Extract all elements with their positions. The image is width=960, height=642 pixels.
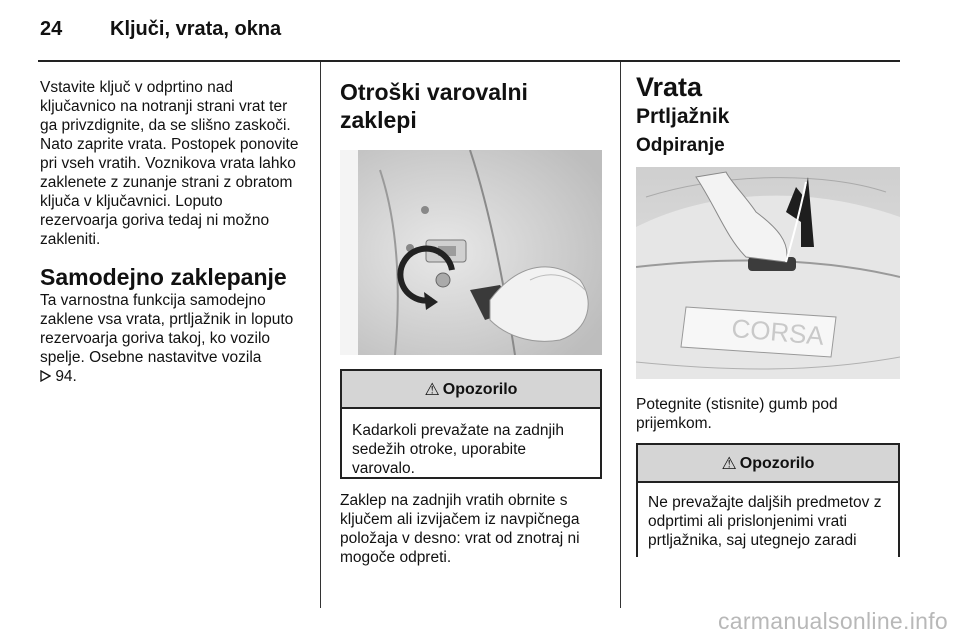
warning-body [638, 483, 898, 560]
text-line: zakleniti. [40, 231, 101, 248]
text-line: spelje. Osebne nastavitve vozila [40, 349, 262, 366]
text-line: Nato zaprite vrata. Postopek ponovite [40, 136, 299, 153]
text-line: varovalo. [352, 460, 415, 477]
page-reference-link[interactable] [40, 368, 77, 385]
text-line: zaklenete z zunanje strani z obratom [40, 174, 293, 191]
subheading-trunk: Prtljažnik [636, 105, 730, 128]
text-line: ga privzdignite, da se slišno zaskoči. [40, 117, 291, 134]
auto-lock-paragraph [40, 291, 306, 386]
warning-box-trunk [636, 443, 900, 557]
page-header [40, 18, 281, 41]
text-line: pri vseh vratih. Voznikova vrata lahko [40, 155, 296, 172]
text-line: Vstavite ključ v odprtino nad [40, 79, 233, 96]
child-lock-illustration [340, 150, 602, 355]
column-2 [340, 78, 602, 567]
text-line: položaja v desno: vrat od znotraj ni [340, 530, 580, 547]
trunk-opening-illustration [636, 167, 900, 379]
warning-title: Opozorilo [442, 380, 518, 398]
reference-arrow-icon [40, 370, 51, 382]
text-line: ključem ali izvijačem iz navpičnega [340, 511, 580, 528]
text-line: ključavnico na notranji strani vrat ter [40, 98, 288, 115]
warning-triangle-icon: ⚠ [424, 379, 440, 399]
text-line: Potegnite (stisnite) gumb pod [636, 396, 838, 413]
section-heading-doors: Vrata [636, 72, 703, 102]
text-line: zaklene vsa vrata, prtljažnik in loputo [40, 311, 294, 328]
page-number: 24 [40, 18, 63, 40]
intro-paragraph [40, 78, 306, 249]
warning-body [342, 409, 600, 488]
trunk-paragraph [636, 395, 900, 433]
text-line: rezervoarja goriva takoj, ko vozilo [40, 330, 271, 347]
text-line: sedežih otroke, uporabite [352, 441, 527, 458]
subheading-opening: Odpiranje [636, 135, 725, 156]
text-line: mogoče odpreti. [340, 549, 452, 566]
text-line: rezervoarja goriva tedaj ni možno [40, 212, 270, 229]
section-heading-child-locks: Otroški varovalni zaklepi [340, 79, 528, 133]
text-line: Ta varnostna funkcija samodejno [40, 292, 266, 309]
column-3 [636, 72, 900, 557]
header-rule [38, 60, 900, 62]
section-heading-auto-lock: Samodejno zaklepanje [40, 264, 287, 290]
warning-box-child-locks [340, 369, 602, 479]
trunk-drawing [636, 167, 900, 379]
text-line: odprtimi ali prislonjenimi vrati [648, 513, 847, 530]
text-line: Kadarkoli prevažate na zadnjih [352, 422, 564, 439]
reference-page: 94. [55, 368, 77, 385]
page-title: Ključi, vrata, okna [110, 18, 282, 40]
badge-text: CORSA [730, 312, 826, 351]
text-line: Zaklep na zadnjih vratih obrnite s [340, 492, 568, 509]
warning-triangle-icon: ⚠ [721, 453, 737, 473]
warning-title: Opozorilo [739, 454, 815, 472]
watermark: carmanualsonline.info [717, 608, 948, 634]
text-line: prtljažnika, saj utegnejo zaradi [648, 532, 857, 549]
column-divider [320, 62, 321, 608]
text-line: prijemkom. [636, 415, 712, 432]
text-line: ključa v ključavnici. Loputo [40, 193, 223, 210]
column-divider [620, 62, 621, 608]
text-line: Ne prevažajte daljših predmetov z [648, 494, 882, 511]
child-lock-paragraph [340, 491, 602, 567]
warning-header [342, 371, 600, 409]
warning-header [638, 445, 898, 483]
column-1 [40, 78, 306, 386]
door-lock-drawing [340, 150, 602, 355]
